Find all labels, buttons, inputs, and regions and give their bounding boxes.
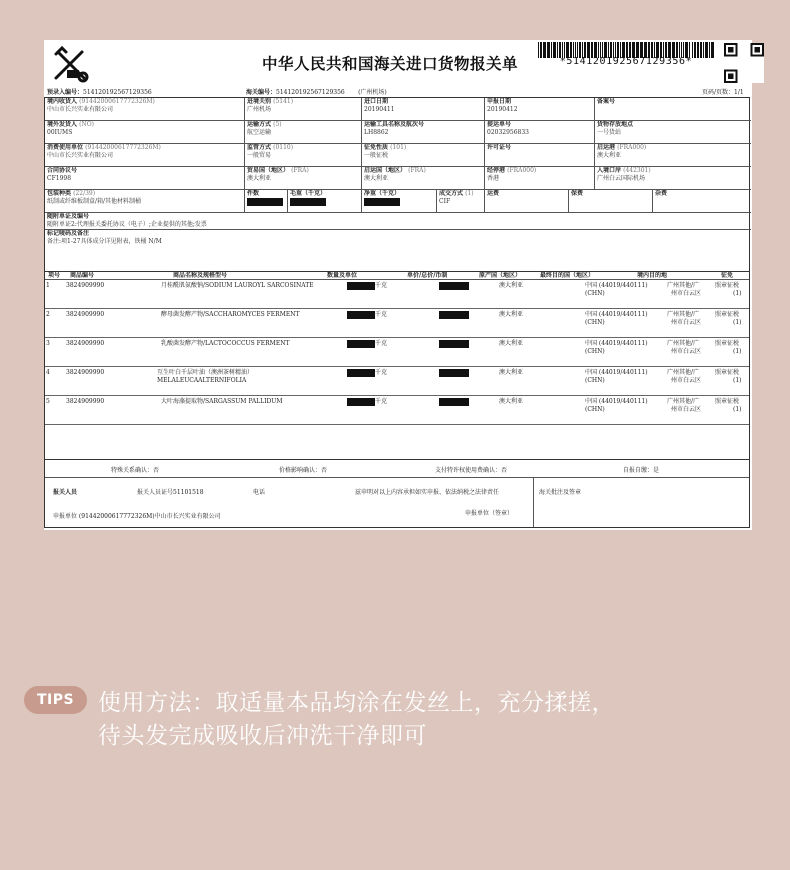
table-header: 项号 商品编号 商品名称及规格型号 数量及单位 单价/总价/币制 原产国（地区） 最终目的国（地区） 境内目的地 征免 <box>45 268 749 280</box>
qr-module <box>728 73 734 79</box>
table-row: 4 3824909990 互生叶白千层叶油（澳洲茶树精油） MELALEUCAALTERNIFOLIA 千克 澳大利亚 中国 (44019/440111) (CHN) 广州其他/广 州市白云区 照章征税 (1) <box>45 367 749 396</box>
phone-label: 电话 <box>253 489 266 496</box>
field-levy: 征免性质 (101) 一般征税 <box>362 144 485 167</box>
field-freight: 运费 <box>485 190 569 213</box>
field-deal-mode: 成交方式 (1) CIF <box>437 190 485 213</box>
field-storage: 货物存放地点 一号货站 <box>595 121 751 144</box>
field-import-date: 进口日期 20190411 <box>362 98 485 121</box>
field-marks: 标记唛码及备注 备注:项1-27具体成分详见附表，铁桶 N/M <box>47 230 162 245</box>
table-row: 2 3824909990 酵母菌发酵产物/SACCHAROMYCES FERMENT 千克 澳大利亚 中国 (44019/440111) (CHN) 广州其他/广 州市白云区 照章征税 (1) <box>45 309 749 338</box>
self-payment: 自报自缴：是 <box>623 467 660 474</box>
field-trade-country: 贸易国（地区） (FRA) 澳大利亚 <box>245 167 362 190</box>
table-row: 3 3824909990 乳酸菌发酵产物/LACTOCOCCUS FERMENT 千克 澳大利亚 中国 (44019/440111) (CHN) 广州其他/广 州市白云区 照章征税 (1) <box>45 338 749 367</box>
special-relationship: 特殊关系确认：否 <box>111 467 160 474</box>
field-contract: 合同协议号 CF1998 <box>45 167 245 190</box>
goods-items-table <box>44 268 750 460</box>
price-influence: 价格影响确认：否 <box>279 467 328 474</box>
field-transport-name: 运输工具名称及航次号 LH8862 <box>362 121 485 144</box>
qr-module <box>728 47 734 53</box>
field-consignor: 境外发货人 (NO) 00IUMS <box>45 121 245 144</box>
redacted-block <box>347 369 375 378</box>
field-consignee: 境内收货人 (91442000617772326M) 中山市长兴实业有限公司 <box>45 98 245 121</box>
customs-approval: 海关批注及签章 <box>539 489 582 496</box>
redacted-block <box>347 311 375 320</box>
page-info: 页码/页数：1/1 <box>702 89 744 96</box>
customs-emblem-icon <box>50 44 90 84</box>
redacted-block <box>347 340 375 349</box>
barcode-text: *514120192567129356* <box>559 56 693 67</box>
field-insurance: 保费 <box>569 190 653 213</box>
redacted-block <box>347 282 375 291</box>
field-bill-no: 提运单号 02032956833 <box>485 121 595 144</box>
tips-text-line-1: 使用方法：取适量本品均涂在发丝上，充分揉搓， <box>98 690 615 716</box>
redacted-block <box>439 369 469 378</box>
field-net-weight: 净重（千克） <box>362 190 437 213</box>
customs-declaration-document <box>44 40 752 530</box>
field-record-no: 备案号 <box>595 98 751 121</box>
field-consumer: 消费使用单位 (91442000617772326M) 中山市长兴实业有限公司 <box>45 144 245 167</box>
qr-module <box>754 47 760 53</box>
redacted-block <box>439 282 469 291</box>
tips-text-line-2: 待头发完成吸收后冲洗干净即可 <box>98 723 427 749</box>
table-row: 1 3824909990 月桂酰肌氨酸钠/SODIUM LAUROYL SARCOSINATE 千克 澳大利亚 中国 (44019/440111) (CHN) 广州其他/广 州市白云区 照章征税 (1) <box>45 280 749 309</box>
pre-entry-number: 预录入编号：514120192567129356 <box>47 89 152 96</box>
field-entry-office: 进境关别 (5141) 广州机场 <box>245 98 362 121</box>
declarant-label: 报关人员 <box>53 489 78 496</box>
redacted-block <box>439 311 469 320</box>
header-fields-grid <box>44 97 750 272</box>
field-transport-mode: 运输方式 (5) 航空运输 <box>245 121 362 144</box>
redacted-block <box>247 198 283 206</box>
declaring-unit-seal: 申报单位（签章） <box>465 510 514 517</box>
table-row: 5 3824909990 大叶海藻提取物/SARGASSUM PALLIDUM 千克 澳大利亚 中国 (44019/440111) (CHN) 广州其他/广 州市白云区 照章征税 (1) <box>45 396 749 425</box>
field-packing: 包装种类 (22/39) 纸制或纤维板制盒/箱/其他材料制桶 <box>45 190 245 213</box>
redacted-block <box>290 198 326 206</box>
field-entry-port: 入境口岸 (442301) 广州白云国际机场 <box>595 167 751 190</box>
field-declare-date: 申报日期 20190412 <box>485 98 595 121</box>
field-origin-country: 启运国（地区） (FRA) 澳大利亚 <box>362 167 485 190</box>
declaration-footer <box>44 460 750 528</box>
customs-number: 海关编号：514120192567129356 (广州机场) <box>246 89 387 96</box>
field-stop-port: 经停港 (FRA000) 香港 <box>485 167 595 190</box>
declaring-unit: 申报单位 (91442000617772326M)中山市长兴实业有限公司 <box>53 513 221 520</box>
field-license: 许可证号 <box>485 144 595 167</box>
redacted-block <box>439 398 469 407</box>
field-attached-docs: 随附单证及编号 随附单证2:代理报关委托协议（电子）;企业提供的其他;发票 <box>45 213 751 230</box>
field-pieces: 件数 <box>245 190 288 213</box>
field-departure-port: 启运港 (FRA000) 澳大利亚 <box>595 144 751 167</box>
redacted-block <box>364 198 400 206</box>
document-title: 中华人民共和国海关进口货物报关单 <box>262 55 519 73</box>
field-supervision: 监管方式 (0110) 一般贸易 <box>245 144 362 167</box>
qr-code-image <box>724 43 764 83</box>
field-gross-weight: 毛重（千克） <box>288 190 362 213</box>
legal-statement: 兹申明对以上内容承担如实申报、依法纳税之法律责任 <box>355 489 500 496</box>
tips-badge: TIPS <box>24 686 87 714</box>
royalty-confirmation: 支付特许权使用费确认：否 <box>435 467 508 474</box>
redacted-block <box>347 398 375 407</box>
redacted-block <box>439 340 469 349</box>
declarant-cert: 报关人员证号51101518 <box>137 489 204 496</box>
field-misc: 杂费 <box>653 190 751 213</box>
